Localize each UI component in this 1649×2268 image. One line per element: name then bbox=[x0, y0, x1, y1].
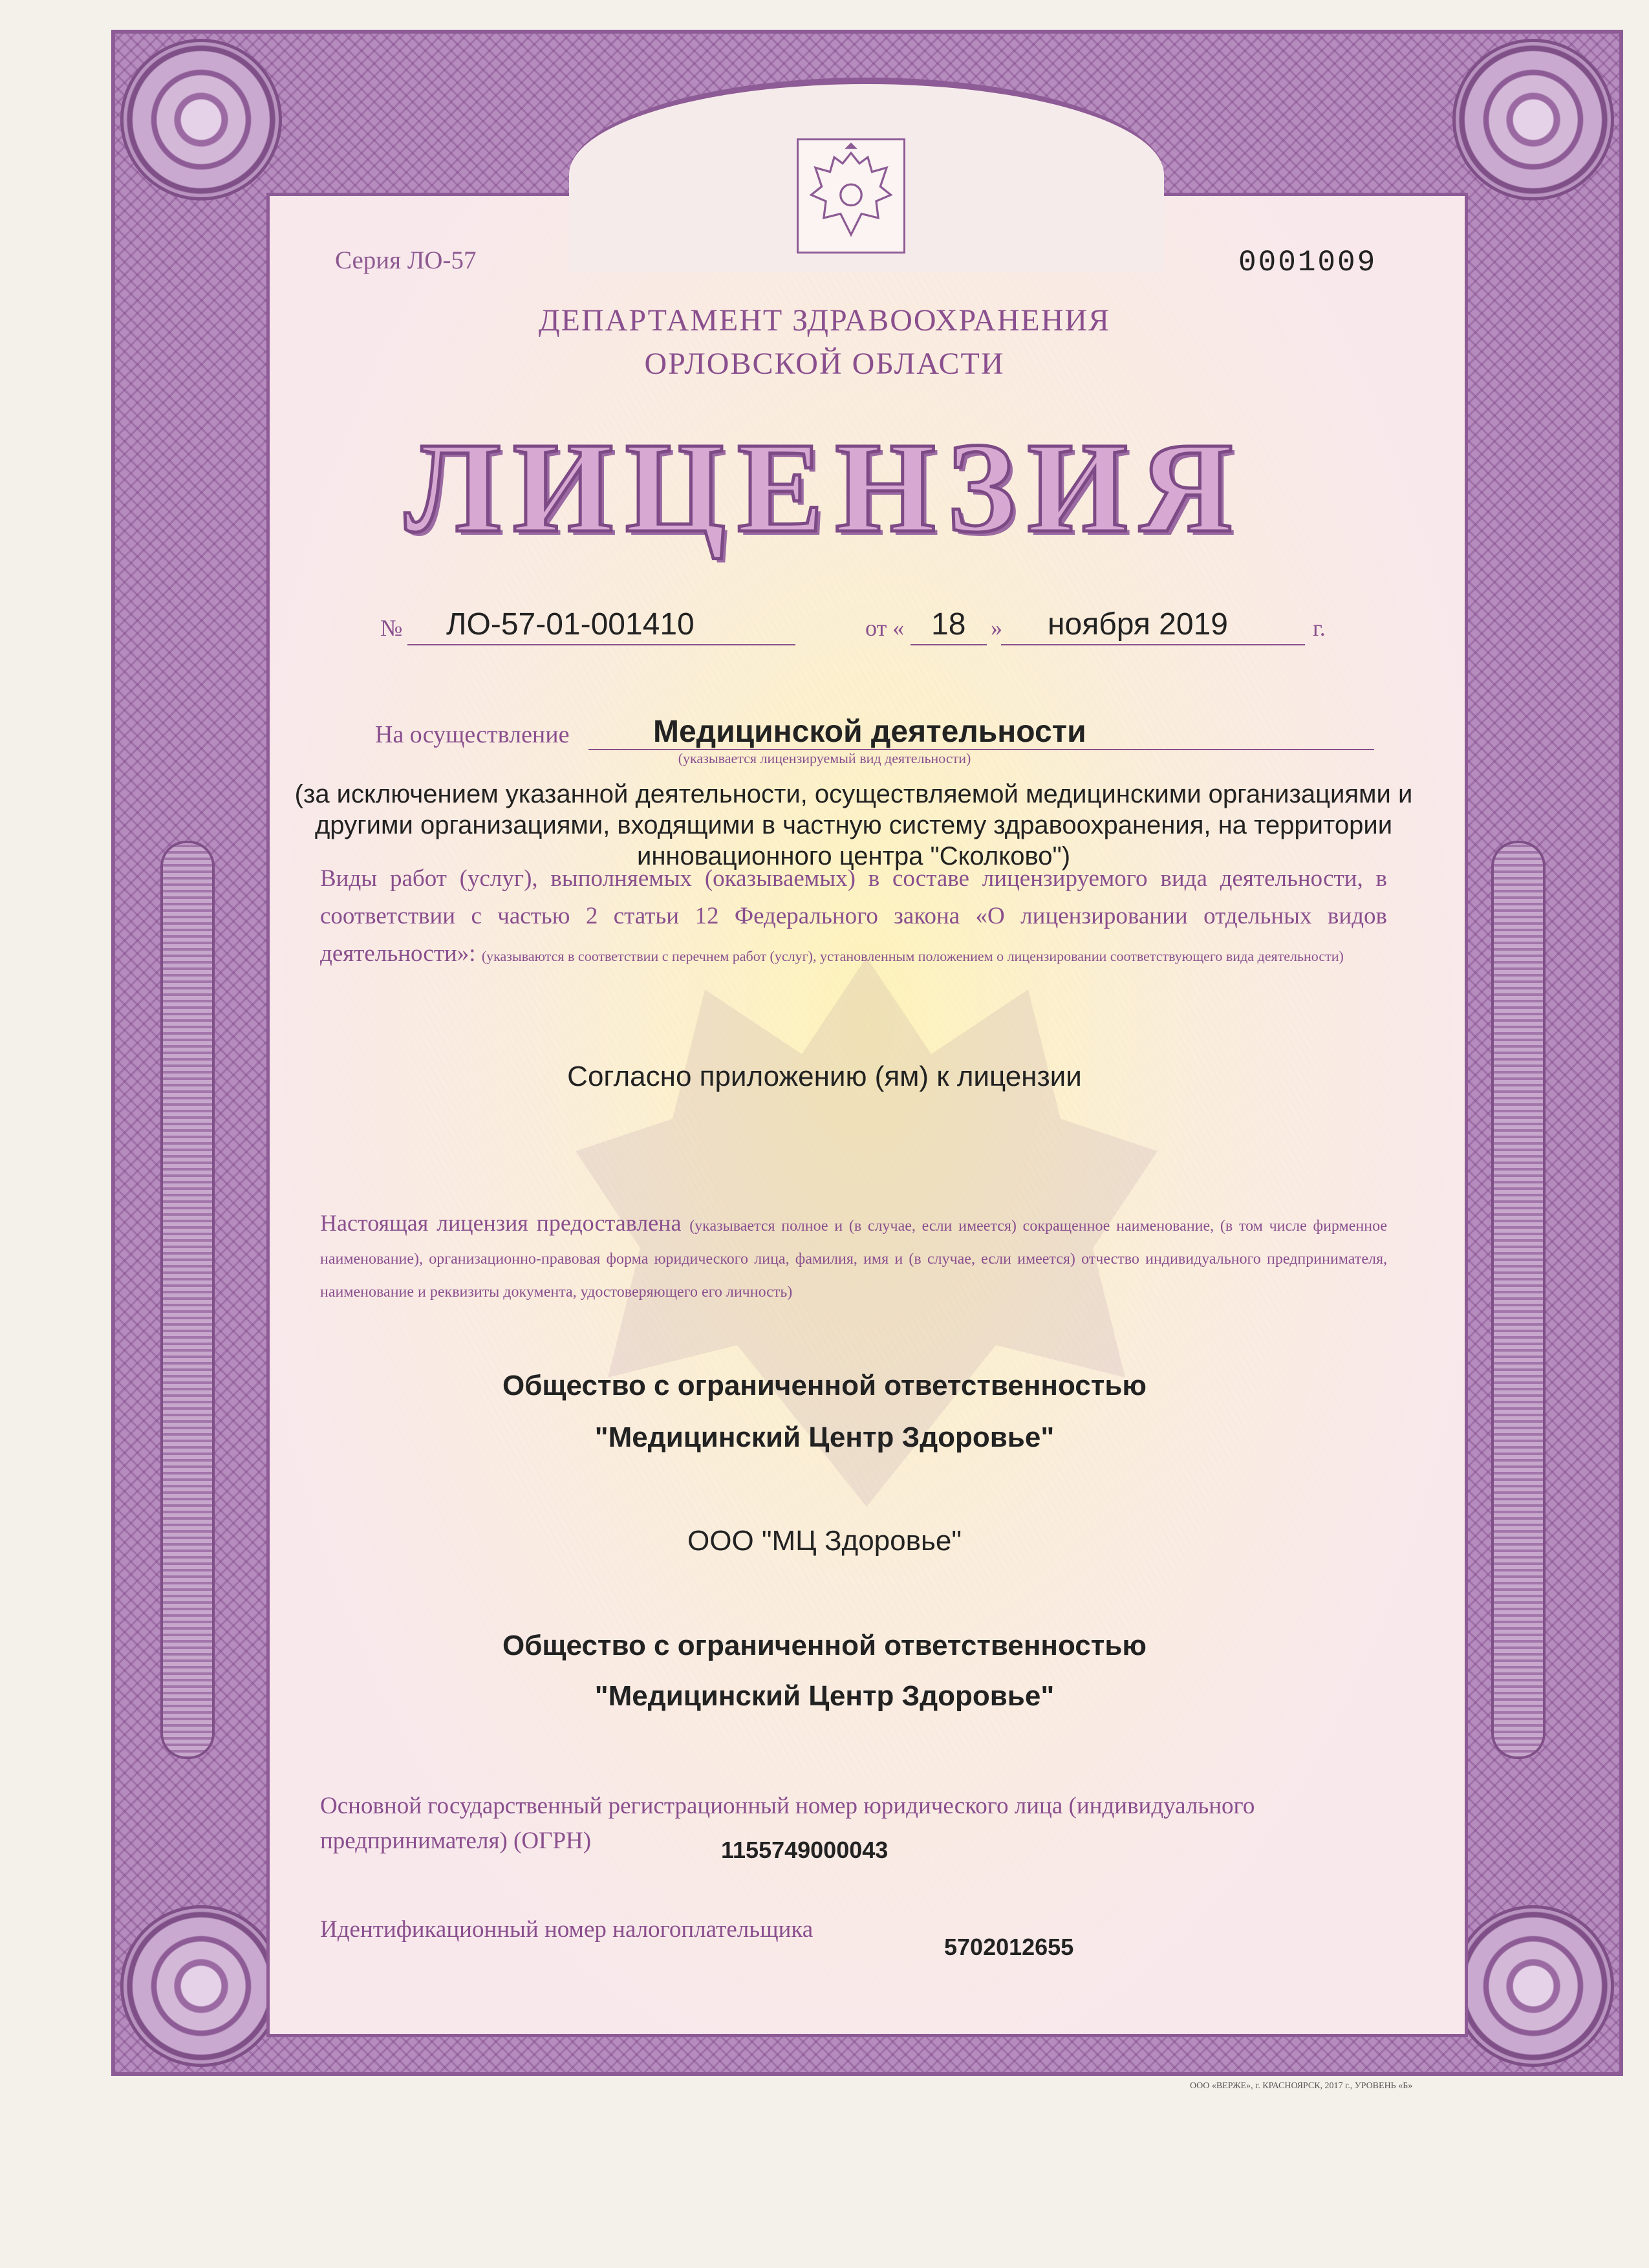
licensee-full-name-line1: Общество с ограниченной ответственностью bbox=[502, 1370, 1147, 1401]
license-number-label: № bbox=[380, 615, 403, 641]
license-day: 18 bbox=[931, 607, 966, 642]
date-from-label: от « bbox=[865, 615, 905, 641]
granted-description bbox=[320, 1208, 1387, 1307]
works-description bbox=[320, 860, 1387, 975]
left-side-ornament bbox=[160, 841, 215, 1759]
right-side-ornament bbox=[1491, 841, 1546, 1759]
activity-exclusion: (за исключением указанной деятельности, осуществляемой медицинскими организациями и другими организациями, входящими в частную систему здравоохранения, на территории инновационного центра "Сколково") bbox=[294, 780, 1413, 870]
year-suffix: г. bbox=[1313, 615, 1326, 641]
granted-hint: (указывается полное и (в случае, если имеется) сокращенное наименование, (в том числе фирменное наименование), организационно-правовая форма юридического лица, фамилия, имя и (в случае, если имеется) отчество индивидуального предпринимателя, наименование и реквизиты документа, удостоверяющего его личность) bbox=[320, 1218, 1388, 1301]
activity-hint: (указывается лицензируемый вид деятельности) bbox=[678, 750, 971, 766]
granted-label: Настоящая лицензия предоставлена bbox=[320, 1210, 682, 1236]
licensee-brand-name-line2: "Медицинский Центр Здоровье" bbox=[594, 1680, 1055, 1712]
series-label: Серия ЛО-57 bbox=[335, 246, 477, 274]
corner-rosette-bottom-left bbox=[120, 1905, 282, 2067]
corner-rosette-top-left bbox=[120, 39, 282, 200]
license-month-underline bbox=[1001, 644, 1305, 645]
inn-value: 5702012655 bbox=[944, 1934, 1074, 1960]
document-title: ЛИЦЕНЗИЯ bbox=[404, 416, 1245, 559]
issuer-department-line2: ОРЛОВСКОЙ ОБЛАСТИ bbox=[644, 347, 1005, 381]
license-number-underline bbox=[407, 644, 795, 645]
license-number: ЛО-57-01-001410 bbox=[446, 607, 695, 642]
works-hint: (указываются в соответствии с перечнем работ (услуг), установленным положением о лицензировании соответствующего вида деятельности) bbox=[481, 948, 1344, 964]
works-text: Виды работ (услуг), выполняемых (оказываемых) в составе лицензируемого вида деятельности, в соответствии с частью 2 статьи 12 Федерального закона «О лицензировании отдельных видов деятельности»: bbox=[320, 865, 1387, 967]
corner-rosette-bottom-right bbox=[1452, 1905, 1614, 2067]
form-number: 0001009 bbox=[1238, 246, 1377, 279]
activity-value: Медицинской деятельности bbox=[653, 715, 1086, 749]
license-month-year: ноября 2019 bbox=[1048, 607, 1228, 642]
inn-label: Идентификационный номер налогоплательщика bbox=[320, 1916, 814, 1943]
corner-rosette-top-right bbox=[1452, 39, 1614, 200]
license-day-underline bbox=[911, 644, 987, 645]
issuer-department-line1: ДЕПАРТАМЕНТ ЗДРАВООХРАНЕНИЯ bbox=[538, 303, 1111, 338]
works-value: Согласно приложению (ям) к лицензии bbox=[567, 1061, 1082, 1092]
activity-label: На осуществление bbox=[375, 721, 570, 748]
licensee-short-name: ООО "МЦ Здоровье" bbox=[687, 1525, 962, 1557]
date-day-close: » bbox=[991, 615, 1002, 641]
coat-of-arms-emblem bbox=[797, 138, 905, 254]
printer-imprint: ООО «ВЕРЖЕ», г. КРАСНОЯРСК, 2017 г., УРОВЕНЬ «Б» bbox=[1190, 2081, 1413, 2091]
ogrn-value: 1155749000043 bbox=[721, 1837, 889, 1863]
ogrn-label: Основной государственный регистрационный номер юридического лица (индивидуального предпринимателя) (ОГРН) bbox=[320, 1793, 1255, 1854]
licensee-full-name-line2: "Медицинский Центр Здоровье" bbox=[594, 1421, 1055, 1453]
licensee-brand-name-line1: Общество с ограниченной ответственностью bbox=[502, 1630, 1147, 1661]
